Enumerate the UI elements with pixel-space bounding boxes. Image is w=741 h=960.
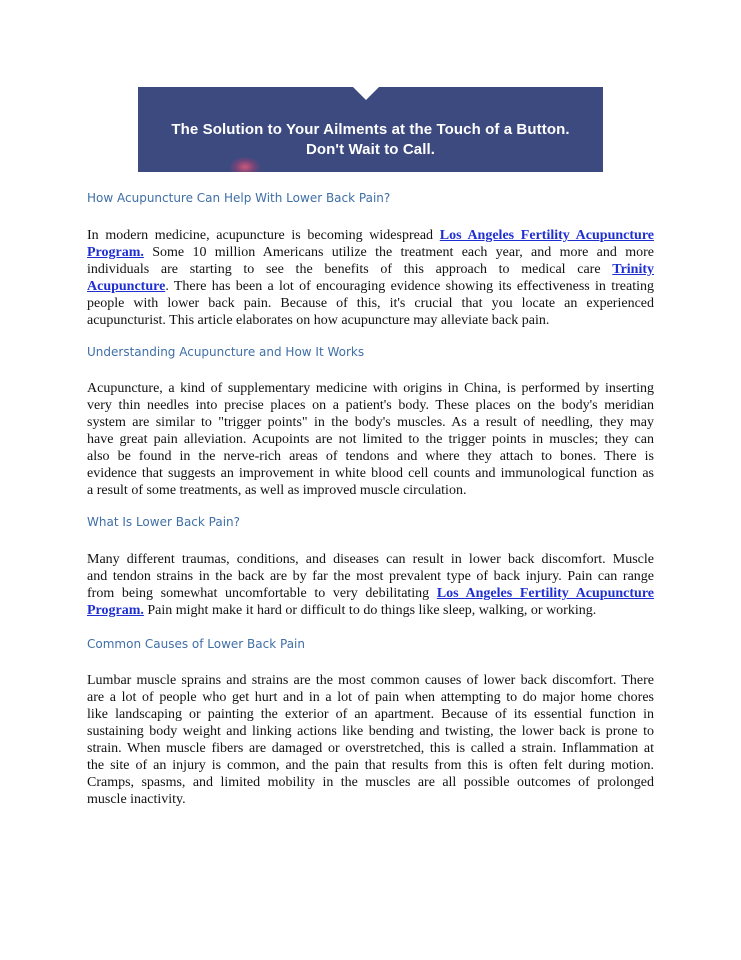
link-la-fertility-acupuncture[interactable]: Los Angeles Fertility Acupuncture bbox=[439, 228, 654, 243]
paragraph-line bbox=[87, 227, 654, 244]
text-run: . There has been a lot of encouraging evidence showing its effectiveness in treating bbox=[165, 279, 654, 294]
paragraph-line: very thin needles into precise places on a patient's body. These places on the body's meridian bbox=[87, 398, 654, 413]
paragraph-understanding bbox=[87, 380, 654, 499]
text-run: Pain might make it hard or difficult to do things like sleep, walking, or working. bbox=[143, 603, 597, 618]
paragraph-line: also be found in the nerve-rich areas of tendons and where they attach to bones. There is bbox=[87, 449, 654, 464]
banner-line-2: Don't Wait to Call. bbox=[305, 141, 436, 158]
paragraph-line bbox=[87, 602, 654, 619]
paragraph-line: muscle inactivity. bbox=[87, 792, 186, 807]
paragraph-line: evidence that suggests an improvement in white blood cell counts and immunological function as bbox=[87, 466, 654, 481]
paragraph-line: Acupuncture, a kind of supplementary medicine with origins in China, is performed by inserting bbox=[87, 381, 654, 396]
paragraph-line: Many different traumas, conditions, and diseases can result in lower back discomfort. Muscle bbox=[87, 552, 654, 567]
paragraph-line bbox=[87, 244, 654, 261]
link-la-fertility-acupuncture-2[interactable]: Los Angeles Fertility Acupuncture bbox=[436, 586, 654, 601]
link-la-fertility-acupuncture-2-cont[interactable]: Program. bbox=[87, 603, 144, 618]
link-trinity-acupuncture[interactable]: Trinity bbox=[612, 262, 655, 277]
paragraph-line: like landscaping or painting the exterior of an apartment. Because of its essential function in bbox=[87, 707, 654, 722]
text-run: individuals are starting to see the benefits of this approach to medical care bbox=[87, 262, 601, 277]
text-run: In modern medicine, acupuncture is becoming widespread bbox=[87, 228, 434, 243]
paragraph-line: sustaining body weight and linking actions like bending and twisting, the lower back is prone to bbox=[87, 724, 654, 739]
paragraph-line bbox=[87, 261, 654, 278]
paragraph-line: and tendon strains in the back are by far the most prevalent type of back injury. Pain can range bbox=[87, 569, 654, 584]
paragraph-line: strain. When muscle fibers are damaged or overstretched, this is called a strain. Inflammation at bbox=[87, 741, 654, 756]
paragraph-intro bbox=[87, 227, 654, 329]
heading-understanding-acupuncture: Understanding Acupuncture and How It Works bbox=[87, 345, 365, 359]
paragraph-line: Cramps, spasms, and limited mobility in the muscles are all possible outcomes of prolonged bbox=[87, 775, 654, 790]
paragraph-line: people with lower back pain. Because of this, it's crucial that you locate an experienced bbox=[87, 296, 654, 311]
heading-what-is-lower-back-pain: What Is Lower Back Pain? bbox=[87, 515, 241, 529]
link-trinity-acupuncture-cont[interactable]: Acupuncture bbox=[87, 279, 166, 294]
paragraph-line bbox=[87, 278, 654, 295]
paragraph-line: have great pain alleviation. Acupoints are not limited to the trigger points in muscles; they can bbox=[87, 432, 654, 447]
paragraph-line: Lumbar muscle sprains and strains are the most common causes of lower back discomfort. There bbox=[87, 673, 654, 688]
heading-how-acupuncture-helps: How Acupuncture Can Help With Lower Back Pain? bbox=[87, 191, 391, 205]
paragraph-lower-back-pain bbox=[87, 551, 654, 619]
paragraph-line: system are similar to "trigger points" in the body's muscles. As a result of needling, they may bbox=[87, 415, 654, 430]
text-run: from being somewhat uncomfortable to very debilitating bbox=[87, 586, 430, 601]
paragraph-line: the site of an injury is common, and the pain that results from this is often felt during motion. bbox=[87, 758, 654, 773]
flower-decoration bbox=[230, 157, 260, 172]
banner-notch bbox=[353, 87, 379, 100]
promo-banner[interactable] bbox=[138, 87, 603, 172]
paragraph-line: acupuncturist. This article elaborates on how acupuncture may alleviate back pain. bbox=[87, 313, 550, 328]
paragraph-common-causes bbox=[87, 672, 654, 808]
paragraph-line bbox=[87, 585, 654, 602]
link-la-fertility-acupuncture-cont[interactable]: Program. bbox=[87, 245, 144, 260]
banner-line-1: The Solution to Your Ailments at the Touch of a Button. bbox=[171, 121, 570, 138]
paragraph-line: are a lot of people who get hurt and in a lot of pain when attempting to do major home chores bbox=[87, 690, 654, 705]
heading-common-causes: Common Causes of Lower Back Pain bbox=[87, 637, 305, 651]
text-run: Some 10 million Americans utilize the treatment each year, and more and more bbox=[143, 245, 654, 260]
paragraph-line: a result of some treatments, as well as improved muscle circulation. bbox=[87, 483, 467, 498]
